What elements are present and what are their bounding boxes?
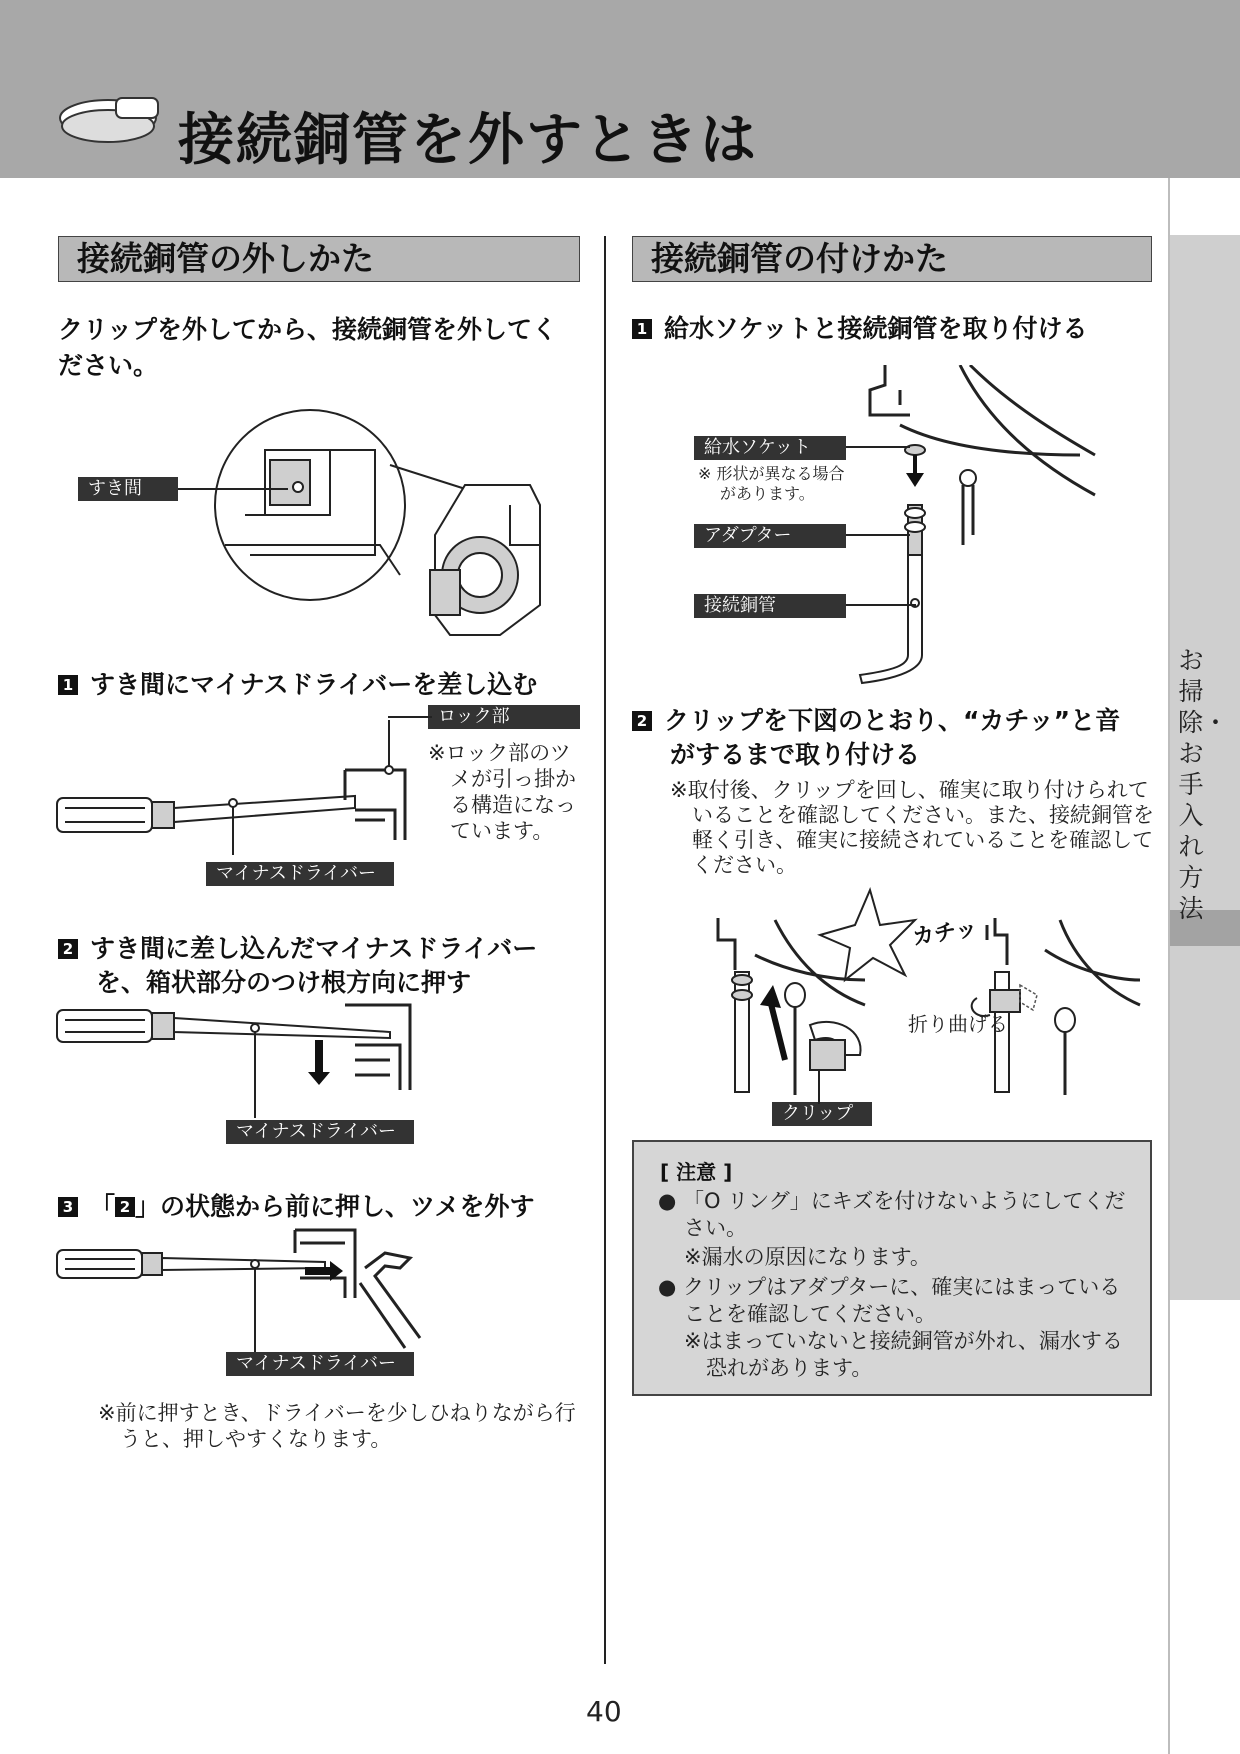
socket-note <box>698 464 878 504</box>
note-line: る構造になっ <box>450 793 576 817</box>
attach-step2-note <box>670 778 1160 878</box>
label-pipe: 接続銅管 <box>694 594 846 618</box>
caution-box <box>632 1140 1152 1396</box>
leader-line <box>178 488 288 492</box>
step-text: クリップを下図のとおり、“カチッ”と音 <box>664 706 1121 735</box>
note-line: ています。 <box>450 819 554 843</box>
attach-step-1 <box>632 312 1152 346</box>
caution-note: 恐れがあります。 <box>706 1356 873 1380</box>
note-line: ※ロック部のツ <box>428 741 571 765</box>
caution-title: [ 注意 ] <box>660 1160 733 1184</box>
click-sound-text: カチッ <box>910 916 980 951</box>
leader-line <box>388 716 432 720</box>
label-clip: クリップ <box>772 1102 872 1126</box>
leader-line <box>818 1070 822 1104</box>
caution-line: 「O リング」にキズを付けないようにしてくだ <box>683 1189 1126 1213</box>
label-lock: ロック部 <box>428 705 580 729</box>
note-line: ※取付後、クリップを回し、確実に取り付けられて <box>670 778 1149 802</box>
label-driver: マイナスドライバー <box>226 1352 414 1376</box>
column-divider <box>604 236 606 1664</box>
intro-line: ださい。 <box>58 351 159 380</box>
step-text: 給水ソケットと接続銅管を取り付ける <box>664 314 1088 343</box>
step-text: がするまで取り付ける <box>670 740 921 769</box>
note-line: ください。 <box>692 853 797 877</box>
screwdriver-step2-illustration <box>55 1000 425 1120</box>
intro-line: クリップを外してから、接続銅管を外してく <box>58 315 558 344</box>
intro-text <box>58 312 588 384</box>
page-header <box>0 0 1240 178</box>
label-fold: 折り曲げる <box>908 1012 1008 1036</box>
remove-step-2 <box>58 932 598 1000</box>
step-number: 1 <box>58 675 78 695</box>
leader-line <box>846 604 916 608</box>
note-line: があります。 <box>720 484 815 503</box>
sidebar-label: お掃除・お手入れ方法 <box>1178 646 1229 923</box>
toilet-seat-icon <box>56 92 166 148</box>
leader-line <box>846 534 910 538</box>
step-text: すき間にマイナスドライバーを差し込む <box>90 670 538 699</box>
caution-line: クリップはアダプターに、確実にはまっている <box>683 1275 1121 1299</box>
step-number: 3 <box>58 1197 78 1217</box>
note-line: うと、押しやすくなります。 <box>120 1427 392 1451</box>
step-number: 1 <box>632 319 652 339</box>
label-gap: すき間 <box>78 477 178 501</box>
note-line: いることを確認してください。また、接続銅管を <box>692 803 1154 827</box>
note-line: メが引っ掛か <box>450 767 576 791</box>
step-ref: 2 <box>115 1197 135 1217</box>
caution-note: ※漏水の原因になります。 <box>684 1245 931 1269</box>
caution-line: ことを確認してください。 <box>684 1302 936 1326</box>
step-text: 」の状態から前に押し、ツメを外す <box>135 1192 535 1221</box>
screwdriver-step1-illustration <box>55 720 425 855</box>
clip-gap-illustration <box>210 405 570 645</box>
note-line: ※ 形状が異なる場合 <box>698 464 845 483</box>
step-text: すき間に差し込んだマイナスドライバー <box>90 934 538 963</box>
caution-item <box>658 1188 1148 1215</box>
section-heading-remove: 接続銅管の外しかた <box>58 236 580 282</box>
step-number: 2 <box>58 939 78 959</box>
leader-line <box>846 446 910 450</box>
label-driver: マイナスドライバー <box>206 862 394 886</box>
label-adapter: アダプター <box>694 524 846 548</box>
bullet: ● <box>658 1275 677 1299</box>
remove-step-1 <box>58 668 598 702</box>
bullet: ● <box>658 1189 677 1213</box>
step-text: 「 <box>90 1192 116 1221</box>
label-driver: マイナスドライバー <box>226 1120 414 1144</box>
page-title: 接続銅管を外すときは <box>178 108 758 173</box>
clip-attach-illustration <box>715 880 1145 1100</box>
attach-step-2 <box>632 704 1152 772</box>
socket-adapter-pipe-illustration <box>840 365 1100 685</box>
note-line: ※前に押すとき、ドライバーを少しひねりながら行 <box>98 1401 576 1425</box>
remove-step-3 <box>58 1190 598 1224</box>
caution-line: さい。 <box>684 1216 747 1240</box>
page-number: 40 <box>586 1695 622 1728</box>
step-number: 2 <box>632 711 652 731</box>
screwdriver-step3-illustration <box>55 1228 425 1358</box>
lock-note <box>428 740 588 844</box>
section-heading-attach: 接続銅管の付けかた <box>632 236 1152 282</box>
caution-note: ※はまっていないと接続銅管が外れ、漏水する <box>684 1329 1123 1353</box>
caution-item <box>658 1274 1148 1301</box>
label-socket: 給水ソケット <box>694 436 846 460</box>
step-text: を、箱状部分のつけ根方向に押す <box>96 968 472 997</box>
note-line: 軽く引き、確実に接続されていることを確認して <box>692 828 1154 852</box>
bottom-note <box>98 1400 598 1452</box>
